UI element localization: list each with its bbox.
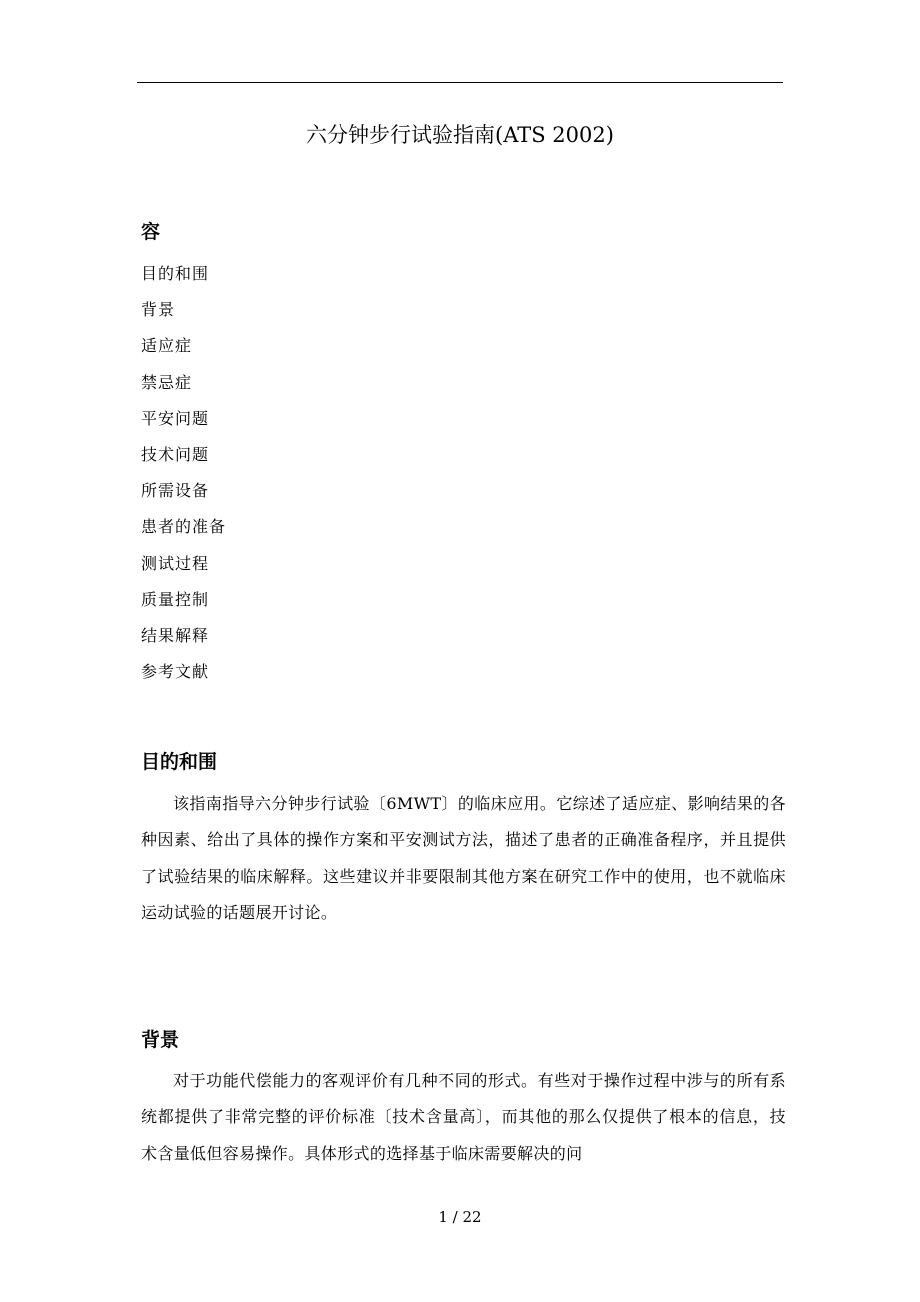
toc-item-contraindications: 禁忌症 (141, 372, 193, 392)
toc-item-safety: 平安问题 (141, 408, 210, 428)
toc-item-quality-control: 质量控制 (141, 589, 210, 609)
table-of-contents (141, 259, 226, 693)
document-title: 六分钟步行试验指南(ATS 2002) (306, 123, 614, 147)
toc-item-technical: 技术问题 (141, 444, 210, 464)
toc-item-references: 参考文献 (141, 662, 210, 682)
toc-item-interpretation: 结果解释 (141, 625, 210, 645)
section-paragraph-background: 对于功能代偿能力的客观评价有几种不同的形式。有些对于操作过程中涉与的所有系统都提供了非常完整的评价标准〔技术含量高〕，而其他的那么仅提供了根本的信息，技术含量低但容易操作。具体形式的选择基于临床需要解决的问 (141, 1071, 786, 1163)
toc-item-test-procedure: 测试过程 (141, 553, 210, 573)
toc-item-purpose: 目的和围 (141, 264, 210, 283)
toc-heading: 容 (141, 221, 161, 243)
toc-item-background: 背景 (141, 300, 176, 320)
page-number: 1 / 22 (438, 1208, 482, 1226)
toc-item-indications: 适应症 (141, 336, 193, 356)
header-rule (137, 82, 783, 83)
section-heading-background: 背景 (141, 1029, 180, 1051)
section-heading-purpose: 目的和围 (141, 751, 218, 773)
toc-item-equipment: 所需设备 (141, 481, 210, 501)
section-paragraph-purpose: 该指南指导六分钟步行试验〔6MWT〕的临床应用。它综述了适应症、影响结果的各种因素、给出了具体的操作方案和平安测试方法，描述了患者的正确准备程序，并且提供了试验结果的临床解释。这些建议并非要限制其他方案在研究工作中的使用，也不就临床运动试验的话题展开讨论。 (141, 794, 786, 922)
toc-item-patient-preparation: 患者的准备 (141, 517, 227, 537)
